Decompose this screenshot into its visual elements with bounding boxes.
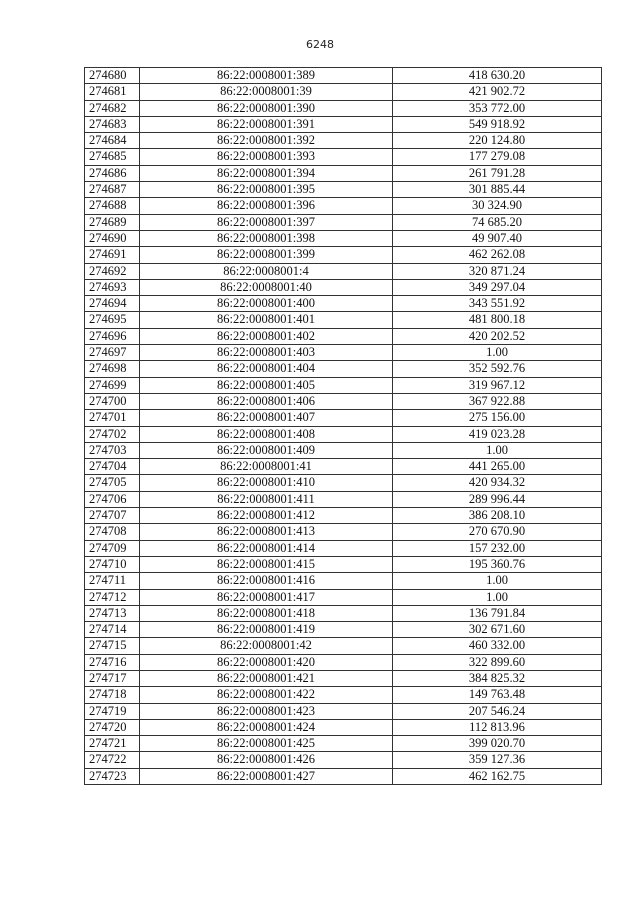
cadastral-number-cell: 86:22:0008001:408 [140, 426, 393, 442]
cadastral-number-cell: 86:22:0008001:399 [140, 247, 393, 263]
cadastral-value-cell: 302 671.60 [393, 622, 602, 638]
row-number-cell: 274710 [85, 556, 140, 572]
table-row [85, 312, 602, 328]
table-row [85, 68, 602, 84]
row-number-cell: 274721 [85, 736, 140, 752]
cadastral-value-cell: 359 127.36 [393, 752, 602, 768]
cadastral-value-cell: 349 297.04 [393, 279, 602, 295]
row-number-cell: 274720 [85, 719, 140, 735]
row-number-cell: 274705 [85, 475, 140, 491]
table-row [85, 703, 602, 719]
table-row [85, 393, 602, 409]
table-row [85, 524, 602, 540]
table-row [85, 165, 602, 181]
row-number-cell: 274688 [85, 198, 140, 214]
cadastral-number-cell: 86:22:0008001:395 [140, 182, 393, 198]
table-row [85, 622, 602, 638]
cadastral-value-cell: 220 124.80 [393, 133, 602, 149]
table-row [85, 247, 602, 263]
cadastral-value-cell: 420 202.52 [393, 328, 602, 344]
table-row [85, 133, 602, 149]
row-number-cell: 274699 [85, 377, 140, 393]
table-row [85, 687, 602, 703]
row-number-cell: 274722 [85, 752, 140, 768]
cadastral-value-cell: 157 232.00 [393, 540, 602, 556]
table-row [85, 768, 602, 784]
row-number-cell: 274718 [85, 687, 140, 703]
row-number-cell: 274680 [85, 68, 140, 84]
row-number-cell: 274717 [85, 670, 140, 686]
row-number-cell: 274711 [85, 573, 140, 589]
cadastral-value-cell: 441 265.00 [393, 459, 602, 475]
cadastral-value-cell: 319 967.12 [393, 377, 602, 393]
cadastral-number-cell: 86:22:0008001:424 [140, 719, 393, 735]
cadastral-value-cell: 384 825.32 [393, 670, 602, 686]
cadastral-value-cell: 30 324.90 [393, 198, 602, 214]
table-row [85, 149, 602, 165]
cadastral-value-cell: 367 922.88 [393, 393, 602, 409]
row-number-cell: 274689 [85, 214, 140, 230]
table-row [85, 361, 602, 377]
cadastral-value-cell: 149 763.48 [393, 687, 602, 703]
cadastral-value-cell: 1.00 [393, 573, 602, 589]
table-row [85, 296, 602, 312]
cadastral-value-cell: 352 592.76 [393, 361, 602, 377]
table-row [85, 116, 602, 132]
row-number-cell: 274704 [85, 459, 140, 475]
cadastral-number-cell: 86:22:0008001:401 [140, 312, 393, 328]
row-number-cell: 274684 [85, 133, 140, 149]
table-row [85, 198, 602, 214]
row-number-cell: 274716 [85, 654, 140, 670]
row-number-cell: 274697 [85, 345, 140, 361]
row-number-cell: 274695 [85, 312, 140, 328]
cadastral-number-cell: 86:22:0008001:400 [140, 296, 393, 312]
cadastral-value-cell: 386 208.10 [393, 508, 602, 524]
cadastral-number-cell: 86:22:0008001:423 [140, 703, 393, 719]
row-number-cell: 274715 [85, 638, 140, 654]
page-number: 6248 [306, 38, 334, 51]
cadastral-number-cell: 86:22:0008001:404 [140, 361, 393, 377]
table-row [85, 508, 602, 524]
cadastral-value-cell: 289 996.44 [393, 491, 602, 507]
row-number-cell: 274707 [85, 508, 140, 524]
cadastral-number-cell: 86:22:0008001:392 [140, 133, 393, 149]
cadastral-number-cell: 86:22:0008001:419 [140, 622, 393, 638]
cadastral-value-cell: 275 156.00 [393, 410, 602, 426]
table-row [85, 84, 602, 100]
cadastral-value-cell: 418 630.20 [393, 68, 602, 84]
cadastral-value-cell: 343 551.92 [393, 296, 602, 312]
row-number-cell: 274691 [85, 247, 140, 263]
cadastral-value-cell: 1.00 [393, 442, 602, 458]
cadastral-number-cell: 86:22:0008001:421 [140, 670, 393, 686]
table-row [85, 377, 602, 393]
cadastral-value-cell: 462 262.08 [393, 247, 602, 263]
table-row [85, 230, 602, 246]
table-row [85, 556, 602, 572]
table-row [85, 540, 602, 556]
table-row [85, 182, 602, 198]
row-number-cell: 274701 [85, 410, 140, 426]
cadastral-number-cell: 86:22:0008001:407 [140, 410, 393, 426]
cadastral-value-cell: 136 791.84 [393, 605, 602, 621]
cadastral-number-cell: 86:22:0008001:414 [140, 540, 393, 556]
cadastral-number-cell: 86:22:0008001:4 [140, 263, 393, 279]
cadastral-value-cell: 270 670.90 [393, 524, 602, 540]
cadastral-number-cell: 86:22:0008001:40 [140, 279, 393, 295]
row-number-cell: 274703 [85, 442, 140, 458]
row-number-cell: 274714 [85, 622, 140, 638]
table-row [85, 670, 602, 686]
cadastral-number-cell: 86:22:0008001:420 [140, 654, 393, 670]
cadastral-number-cell: 86:22:0008001:42 [140, 638, 393, 654]
cadastral-number-cell: 86:22:0008001:425 [140, 736, 393, 752]
row-number-cell: 274706 [85, 491, 140, 507]
cadastral-value-cell: 177 279.08 [393, 149, 602, 165]
cadastral-value-cell: 399 020.70 [393, 736, 602, 752]
cadastral-number-cell: 86:22:0008001:391 [140, 116, 393, 132]
row-number-cell: 274696 [85, 328, 140, 344]
cadastral-value-cell: 1.00 [393, 345, 602, 361]
row-number-cell: 274709 [85, 540, 140, 556]
row-number-cell: 274683 [85, 116, 140, 132]
table-row [85, 752, 602, 768]
row-number-cell: 274687 [85, 182, 140, 198]
row-number-cell: 274698 [85, 361, 140, 377]
cadastral-number-cell: 86:22:0008001:410 [140, 475, 393, 491]
cadastral-value-cell: 320 871.24 [393, 263, 602, 279]
row-number-cell: 274682 [85, 100, 140, 116]
cadastral-number-cell: 86:22:0008001:403 [140, 345, 393, 361]
row-number-cell: 274708 [85, 524, 140, 540]
cadastral-value-cell: 261 791.28 [393, 165, 602, 181]
cadastral-number-cell: 86:22:0008001:406 [140, 393, 393, 409]
cadastral-value-cell: 1.00 [393, 589, 602, 605]
cadastral-number-cell: 86:22:0008001:412 [140, 508, 393, 524]
cadastral-number-cell: 86:22:0008001:402 [140, 328, 393, 344]
table-row [85, 442, 602, 458]
cadastral-number-cell: 86:22:0008001:417 [140, 589, 393, 605]
row-number-cell: 274719 [85, 703, 140, 719]
table-row [85, 491, 602, 507]
row-number-cell: 274693 [85, 279, 140, 295]
table-row [85, 475, 602, 491]
table-row [85, 573, 602, 589]
cadastral-number-cell: 86:22:0008001:389 [140, 68, 393, 84]
cadastral-number-cell: 86:22:0008001:39 [140, 84, 393, 100]
cadastral-number-cell: 86:22:0008001:405 [140, 377, 393, 393]
cadastral-number-cell: 86:22:0008001:413 [140, 524, 393, 540]
cadastral-value-cell: 462 162.75 [393, 768, 602, 784]
cadastral-value-cell: 207 546.24 [393, 703, 602, 719]
table-row [85, 426, 602, 442]
cadastral-value-cell: 74 685.20 [393, 214, 602, 230]
cadastral-value-cell: 112 813.96 [393, 719, 602, 735]
cadastral-value-cell: 420 934.32 [393, 475, 602, 491]
table-row [85, 279, 602, 295]
cadastral-number-cell: 86:22:0008001:41 [140, 459, 393, 475]
table-row [85, 719, 602, 735]
table-row [85, 328, 602, 344]
table-row [85, 605, 602, 621]
table-row [85, 459, 602, 475]
cadastral-value-cell: 195 360.76 [393, 556, 602, 572]
cadastral-value-cell: 353 772.00 [393, 100, 602, 116]
table-row [85, 345, 602, 361]
table-row [85, 100, 602, 116]
row-number-cell: 274713 [85, 605, 140, 621]
cadastral-value-cell: 481 800.18 [393, 312, 602, 328]
table-row [85, 214, 602, 230]
cadastral-value-cell: 419 023.28 [393, 426, 602, 442]
cadastral-number-cell: 86:22:0008001:416 [140, 573, 393, 589]
cadastral-value-table [84, 67, 602, 785]
cadastral-number-cell: 86:22:0008001:409 [140, 442, 393, 458]
row-number-cell: 274686 [85, 165, 140, 181]
row-number-cell: 274712 [85, 589, 140, 605]
cadastral-number-cell: 86:22:0008001:411 [140, 491, 393, 507]
row-number-cell: 274700 [85, 393, 140, 409]
cadastral-number-cell: 86:22:0008001:427 [140, 768, 393, 784]
row-number-cell: 274692 [85, 263, 140, 279]
cadastral-number-cell: 86:22:0008001:426 [140, 752, 393, 768]
row-number-cell: 274690 [85, 230, 140, 246]
cadastral-number-cell: 86:22:0008001:390 [140, 100, 393, 116]
cadastral-number-cell: 86:22:0008001:422 [140, 687, 393, 703]
row-number-cell: 274694 [85, 296, 140, 312]
row-number-cell: 274681 [85, 84, 140, 100]
cadastral-number-cell: 86:22:0008001:397 [140, 214, 393, 230]
cadastral-value-cell: 421 902.72 [393, 84, 602, 100]
table-row [85, 263, 602, 279]
cadastral-value-cell: 301 885.44 [393, 182, 602, 198]
table-body [85, 68, 602, 785]
cadastral-number-cell: 86:22:0008001:418 [140, 605, 393, 621]
table-row [85, 410, 602, 426]
cadastral-number-cell: 86:22:0008001:396 [140, 198, 393, 214]
row-number-cell: 274702 [85, 426, 140, 442]
cadastral-value-cell: 460 332.00 [393, 638, 602, 654]
row-number-cell: 274685 [85, 149, 140, 165]
row-number-cell: 274723 [85, 768, 140, 784]
cadastral-number-cell: 86:22:0008001:394 [140, 165, 393, 181]
cadastral-value-cell: 322 899.60 [393, 654, 602, 670]
table-row [85, 589, 602, 605]
cadastral-number-cell: 86:22:0008001:398 [140, 230, 393, 246]
cadastral-number-cell: 86:22:0008001:415 [140, 556, 393, 572]
table-row [85, 638, 602, 654]
table-row [85, 736, 602, 752]
table-row [85, 654, 602, 670]
cadastral-number-cell: 86:22:0008001:393 [140, 149, 393, 165]
cadastral-value-cell: 49 907.40 [393, 230, 602, 246]
cadastral-value-cell: 549 918.92 [393, 116, 602, 132]
